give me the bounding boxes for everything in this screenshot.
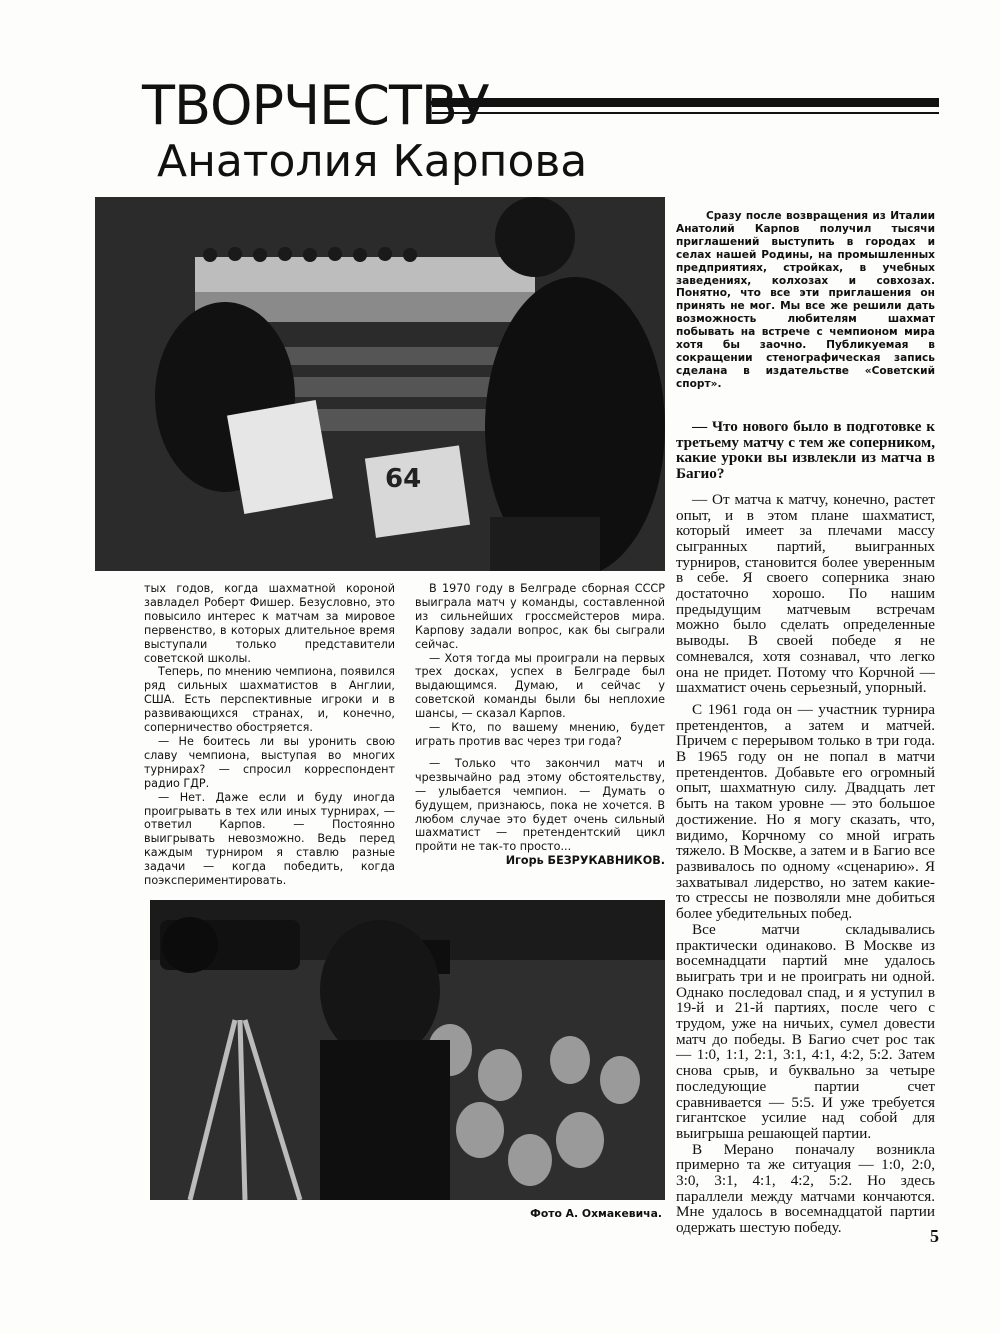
title-line-2: Анатолия Карпова xyxy=(157,136,588,187)
paragraph: С 1961 года он — участник турнира претендентов, а затем и матчей. Причем с перерывом только в три года. В 1965 году он не попал в матчи претендентов. Добавьте его огромный опыт, шахматную силу. Двадцать лет быть на таком уровне — это большое достижение. Но я могу сказать, что, видимо, Корчному со мной играть тяжело. В Москве, а затем и в Багио все развивалось по одному «сценарию». Я захватывал лидерство, но затем какие-то стрессы не позволяли мне добиться более убедительных побед. xyxy=(676,700,935,923)
paragraph: — Хотя тогда мы проиграли на первых трех досках, успех в Белграде был выдающимся. Думаю, и сейчас у советской команды были бы неплохие шансы, — сказал Карпов. xyxy=(415,651,665,721)
paragraph: — Нет. Даже если и буду иногда проигрывать в тех или иных турнирах, — ответил Карпов. — Постоянно выигрывать невозможно. Ведь перед каждым турниром я ставлю разные задачи — когда победить, когда поэкспериментировать. xyxy=(144,790,395,888)
paragraph: В Мерано поначалу возникла примерно та же ситуация — 1:0, 2:0, 3:0, 3:1, 4:1, 4:2, 5:2. Но здесь параллели между матчами кончаются. Мне удалось в восемнадцатой партии одержать шестую победу. xyxy=(676,1140,935,1237)
paragraph: В 1970 году в Белграде сборная СССР выиграла матч у команды, составленной из сильнейших гроссмейстеров мира. Карпову задали вопрос, как бы сыграли сейчас. xyxy=(415,582,665,651)
paragraph: Теперь, по мнению чемпиона, появился ряд сильных шахматистов в Англии, США. Есть перспективные игроки и в развивающихся странах, и, конечно, соперничество обостряется. xyxy=(144,665,395,735)
page-number: 5 xyxy=(930,1226,939,1246)
title-line-1: ТВОРЧЕСТВУ xyxy=(142,74,489,137)
left-column xyxy=(144,582,395,888)
paragraph: Все матчи складывались практически одинаково. В Москве из восемнадцати партий мне удалось выиграть три и не проиграть ни одной. Однако последовал спад, и я уступил в 19-й и 21-й партиях, после чего с трудом, уже на ничьих, сумел довести матч до победы. В Багио счет рос так — 1:0, 1:1, 2:1, 3:1, 4:1, 4:2, 5:2. Затем снова срыв, и буквально за четыре последующие партии счет сравнивается — 5:5. И уже требуется гигантское усилие над собой для выигрыша решающей партии. xyxy=(676,920,935,1142)
svg-text:64: 64 xyxy=(385,464,422,494)
photo-credit: Фото А. Охмакевича. xyxy=(530,1207,662,1220)
intro-text xyxy=(676,210,935,391)
signature: Игорь БЕЗРУКАВНИКОВ. xyxy=(505,854,665,868)
title-rule xyxy=(432,98,939,107)
photo-bottom-cameramen xyxy=(150,900,665,1200)
intro-paragraph: Сразу после возвращения из Италии Анатолий Карпов получил тысячи приглашений выступить в городах и селах нашей Родины, на промышленных предприятиях, стройках, в учебных заведениях, колхозах и совхозах. Понятно, что все эти приглашения он принять не мог. Мы все же решили дать возможность любителям шахмат побывать на встрече с чемпионом мира хотя бы заочно. Публикуемая в сокращении стенографическая запись сделана в издательстве «Советский спорт». xyxy=(676,210,935,390)
middle-column xyxy=(415,582,665,868)
paragraph: — Только что закончил матч и чрезвычайно рад этому обстоятельству, — улыбается чемпион. — Думать о будущем, признаюсь, пока не хочется. В любом случае это будет очень сильный шахматист — претендентский цикл пройти не так-то просто... xyxy=(415,756,665,854)
photo-top-audience xyxy=(95,197,665,571)
paragraph: — Не боитесь ли вы уронить свою славу чемпиона, выступая во многих турнирах? — спросил корреспондент радио ГДР. xyxy=(144,734,395,790)
title-rule-thin xyxy=(432,112,939,114)
answer-paragraph: — От матча к матчу, конечно, растет опыт, и в этом плане шахматист, который имеет за плечами массу сыгранных партий, выигранных турниров, становится более уверенным в себе. Я своего соперника знаю достаточно хорошо. По нашим предыдущим матчевым встречам можно было сделать определенные выводы. В своей победе я не сомневался, хотя сознавал, что легко она не придет. Потому что Корчной — шахматист очень серьезный, упорный. xyxy=(676,490,935,697)
paragraph: тых годов, когда шахматной короной завладел Роберт Фишер. Безусловно, это повысило интерес к матчам за мировое первенство, в которых длительное время выступали только представители советской школы. xyxy=(144,582,395,665)
right-column xyxy=(676,419,935,1236)
paragraph: — Кто, по вашему мнению, будет играть против вас через три года? xyxy=(415,721,665,748)
question: — Что нового было в подготовке к третьему матчу с тем же соперником, какие уроки вы извлекли из матча в Багио? xyxy=(676,418,935,483)
